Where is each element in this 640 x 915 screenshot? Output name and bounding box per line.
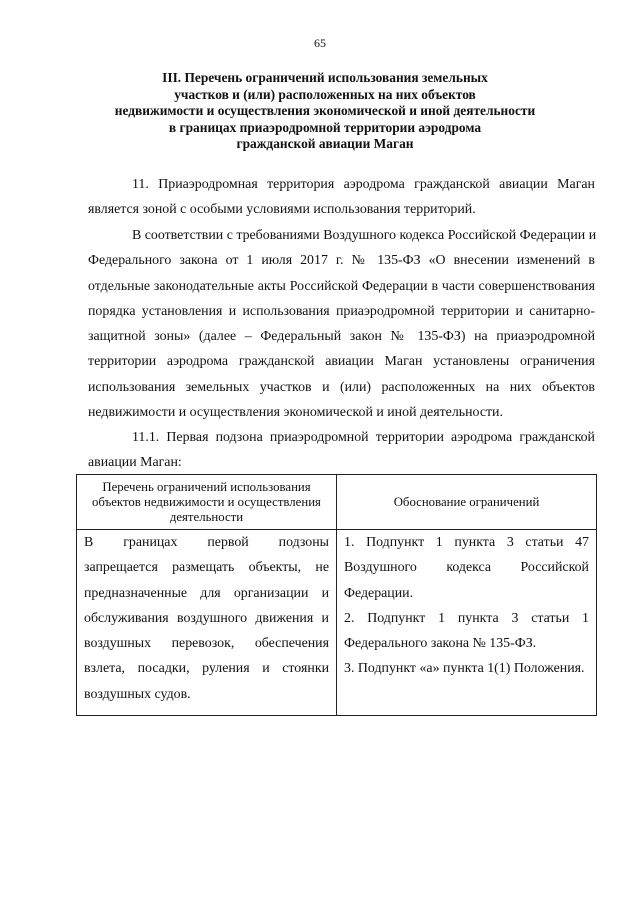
heading-line: недвижимости и осуществления экономической и иной деятельности xyxy=(114,103,536,118)
paragraph-legal-basis xyxy=(88,223,595,425)
table-row xyxy=(77,530,597,716)
text-line: недвижимости и осуществления экономической и иной деятельности. xyxy=(88,405,503,421)
cell-line: 3. Подпункт «а» пункта 1(1) Положения. xyxy=(344,661,585,677)
cell-line: воздушных перевозок, обеспечения xyxy=(84,636,329,652)
text-line: является зоной с особыми условиями использования территорий. xyxy=(88,202,476,218)
paragraph-11 xyxy=(88,172,595,223)
text-line: защитной зоны» (далее – Федеральный закон № 135-ФЗ) на приаэродромной xyxy=(88,329,595,345)
cell-line: В границах первой подзоны xyxy=(84,535,329,550)
text-line: авиации Маган: xyxy=(88,455,182,471)
table-header-row xyxy=(77,475,597,530)
cell-line: Федерации. xyxy=(344,585,414,601)
heading-line: III. Перечень ограничений использования земельных xyxy=(162,70,488,85)
cell-line: 1. Подпункт 1 пункта 3 статьи 47 xyxy=(344,535,589,550)
text-line: отдельные законодательные акты Российской Федерации в части совершенствования xyxy=(88,278,595,294)
cell-line: предназначенные для организации и xyxy=(84,585,329,601)
text-line: 11.1. Первая подзона приаэродромной территории аэродрома гражданской xyxy=(132,430,595,445)
text-line: В соответствии с требованиями Воздушного кодекса Российской Федерации и xyxy=(132,228,597,243)
basis-cell xyxy=(337,530,597,716)
page-number: 65 xyxy=(314,36,326,50)
cell-line: взлета, посадки, руления и стоянки xyxy=(84,661,329,677)
cell-line: Воздушного кодекса Российской xyxy=(344,560,589,576)
paragraph-11-1 xyxy=(88,425,595,476)
restriction-cell xyxy=(77,530,337,716)
heading-line: в границах приаэродромной территории аэродрома xyxy=(168,119,482,135)
heading-line: гражданской авиации Маган xyxy=(236,136,414,151)
cell-line: запрещается размещать объекты, не xyxy=(84,560,329,576)
text-line: 11. Приаэродромная территория аэродрома гражданской авиации Маган xyxy=(132,177,595,192)
cell-line: воздушных судов. xyxy=(84,686,191,702)
cell-line: обслуживания воздушного движения и xyxy=(84,610,329,626)
section-heading xyxy=(60,70,590,153)
text-line: использования земельных участков и (или) расположенных на них объектов xyxy=(88,379,595,395)
restrictions-table xyxy=(76,474,597,716)
heading-line: участков и (или) расположенных на них объектов xyxy=(174,86,476,102)
text-line: территории аэродрома гражданской авиации Маган установлены ограничения xyxy=(88,354,595,370)
header-basis: Обоснование ограничений xyxy=(337,475,597,530)
text-line: порядка установления и использования приаэродромной территории и санитарно- xyxy=(88,303,595,319)
text-line: Федерального закона от 1 июля 2017 г. № 135-ФЗ «О внесении изменений в xyxy=(88,253,595,269)
header-restrictions: Перечень ограничений использования объектов недвижимости и осуществления деятельности xyxy=(77,475,337,530)
cell-line: 2. Подпункт 1 пункта 3 статьи 1 xyxy=(344,610,589,626)
cell-line: Федерального закона № 135-ФЗ. xyxy=(344,636,537,652)
